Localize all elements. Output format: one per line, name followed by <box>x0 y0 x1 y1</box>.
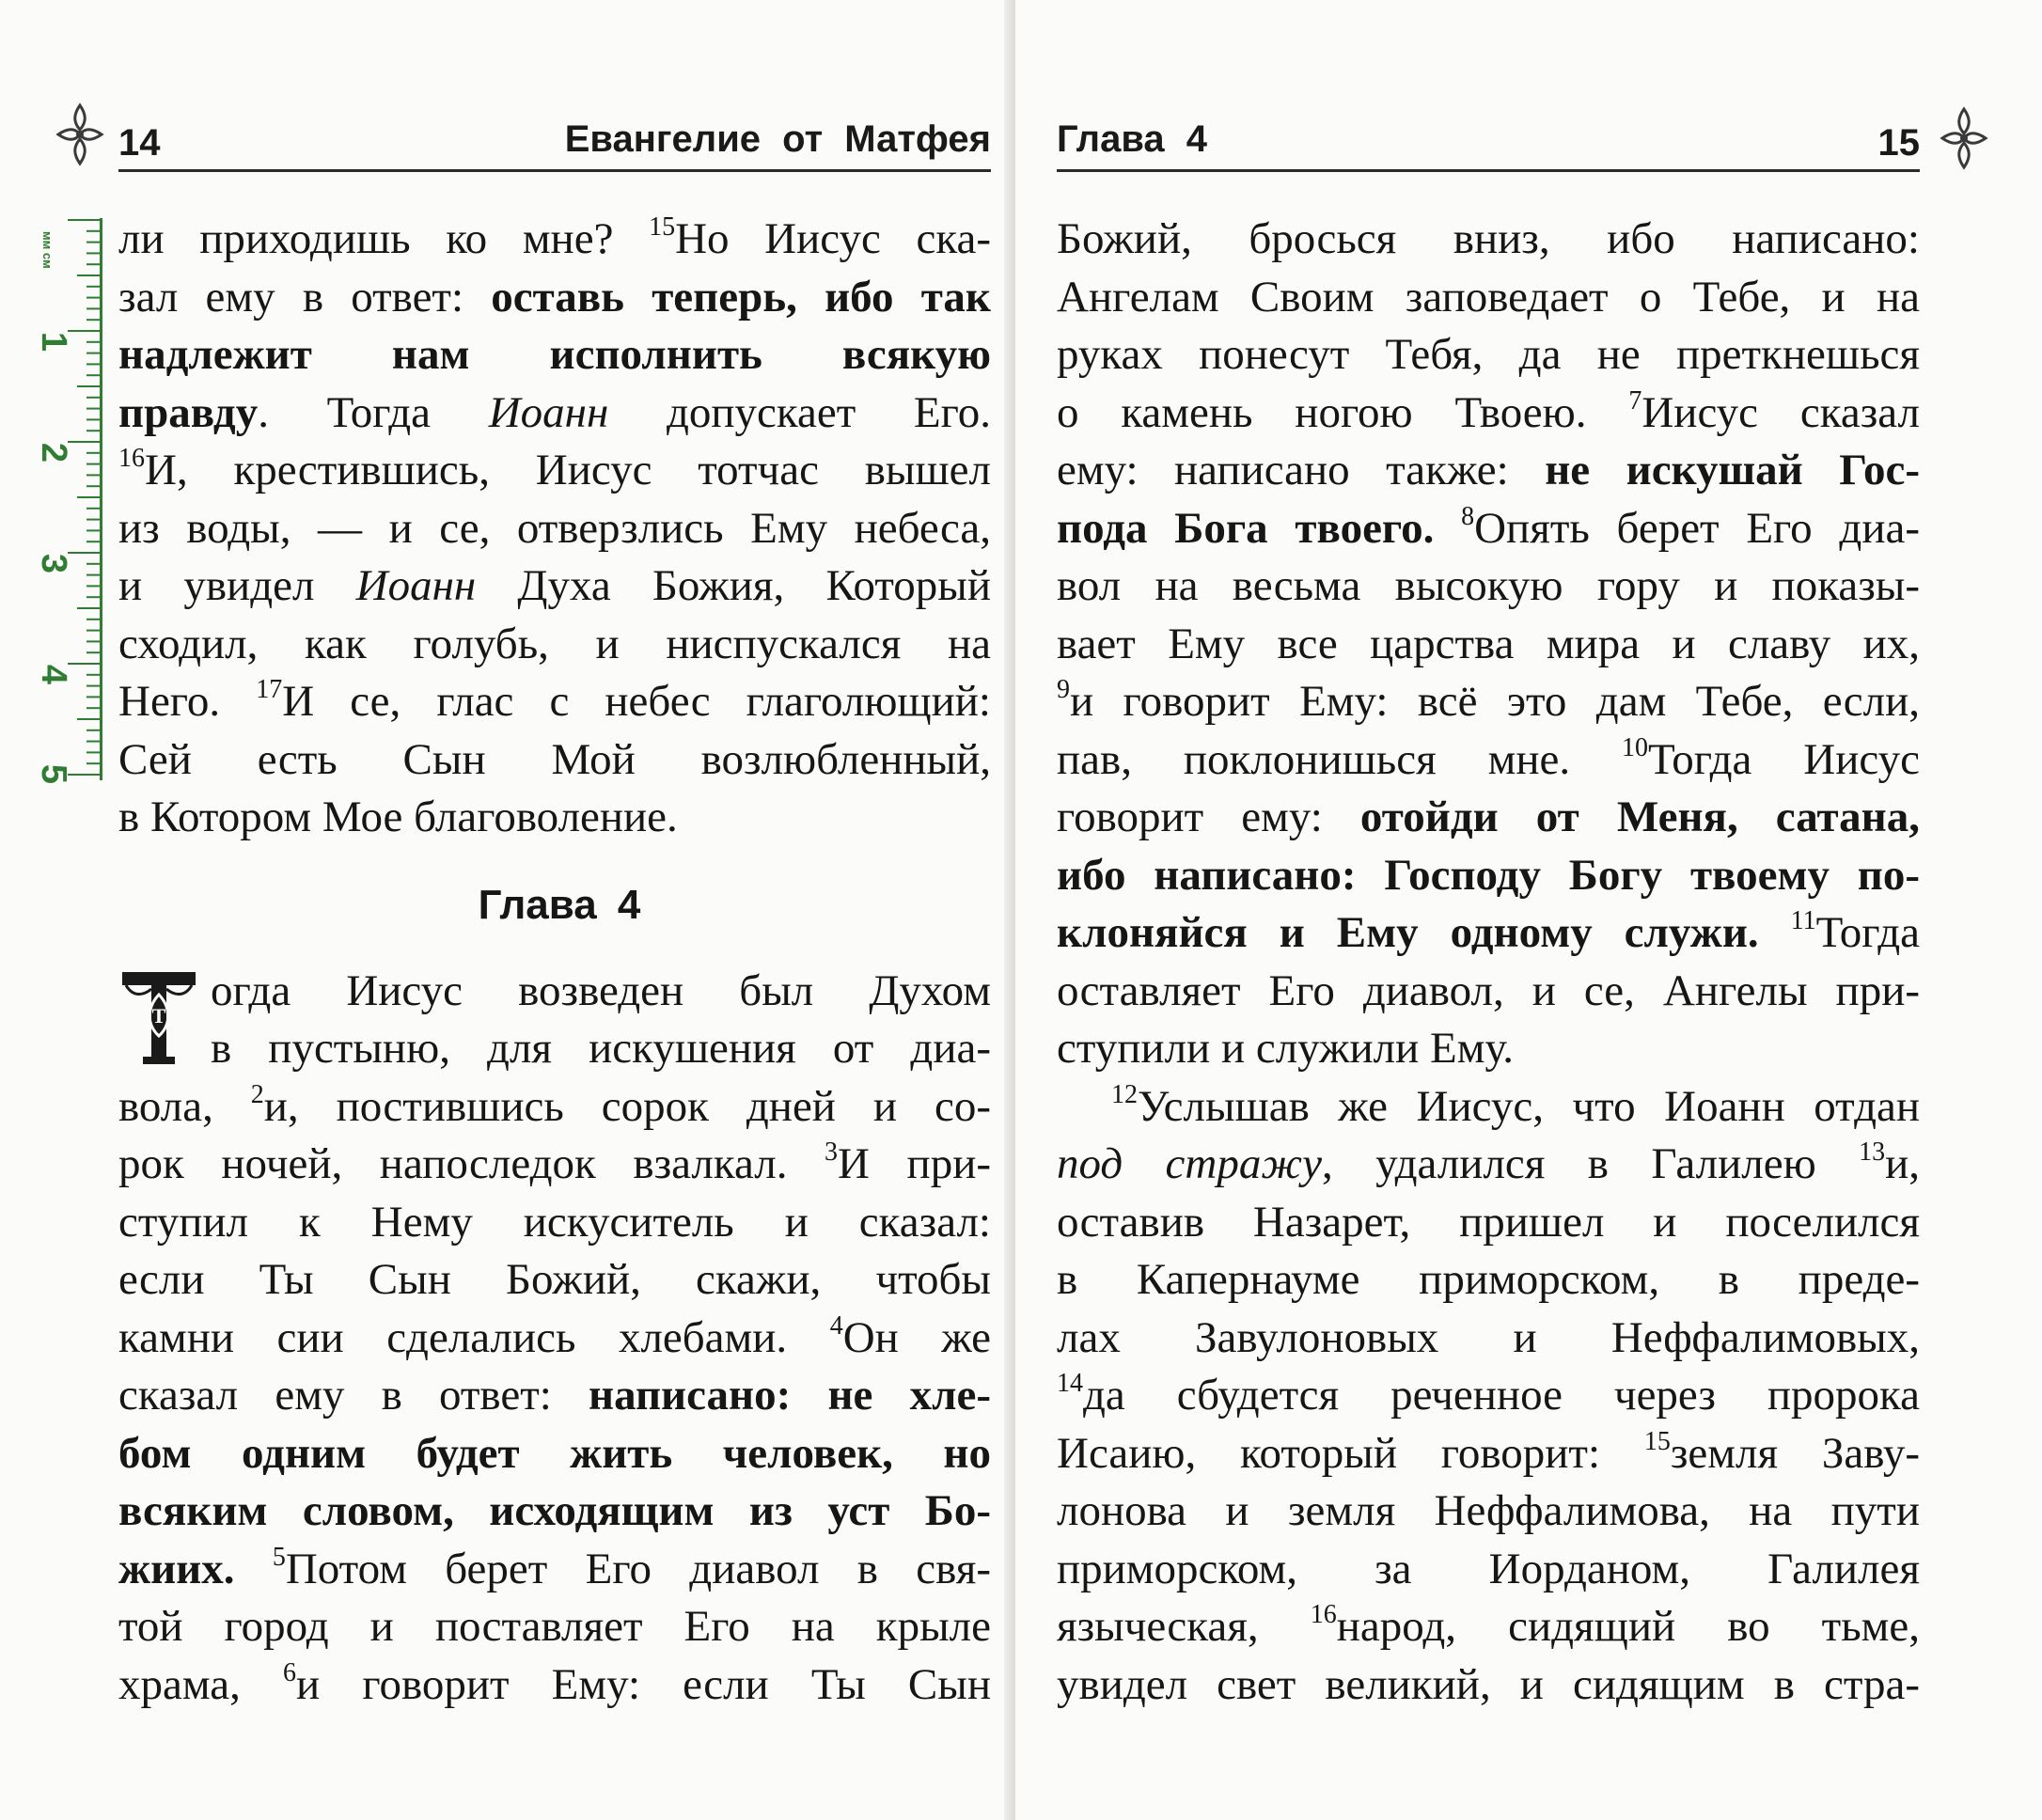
text-line: пав, поклонишься мне. $^{10}$Тогда Иисус <box>1057 732 1920 784</box>
right-page <box>1015 0 2042 1820</box>
text-line: Божий, бросься вниз, ибо написано: <box>1057 214 1920 263</box>
running-title: Глава 4 <box>1057 118 1208 160</box>
text-line: ступил к Нему искуситель и сказал: <box>118 1197 991 1247</box>
ruler-unit-mm: мм <box>40 231 55 250</box>
text-line: правду. Тогда Иоанн допускает Его. <box>118 387 991 437</box>
text-line: пода Бога твоего. $^8$Опять берет Его диа- <box>1057 501 1920 553</box>
text-line: $^9$и говорит Ему: всё это дам Тебе, если, <box>1057 675 1920 726</box>
text-line: $^{16}$И, крестившись, Иисус тотчас вышел <box>118 444 991 494</box>
ruler-mark-4: 4 <box>34 664 74 685</box>
text-line: Ангелам Своим заповедает о Тебе, и на <box>1057 272 1920 322</box>
text-line: лонова и земля Неффалимова, на пути <box>1057 1486 1920 1535</box>
text-line: бом одним будет жить человек, но <box>118 1428 991 1478</box>
right-header <box>1057 113 1920 172</box>
text-line: о камень ногою Твоею. $^7$Иисус сказал <box>1057 385 1920 437</box>
text-line: вол на весьма высокую гору и показы- <box>1057 561 1920 610</box>
text-line: рок ночей, напоследок взалкал. $^3$И при- <box>118 1138 991 1188</box>
dropcap-letter: Т <box>151 1003 166 1028</box>
left-page <box>0 0 1015 1820</box>
ruler-mark-3: 3 <box>34 553 74 574</box>
text-line: оставляет Его диавол, и се, Ангелы при- <box>1057 965 1920 1015</box>
left-text-body <box>118 211 991 1714</box>
text-line: Исаию, который говорит: $^{15}$земля Заву- <box>1057 1426 1920 1478</box>
text-line: и увидел Иоанн Духа Божия, Который <box>118 561 991 610</box>
text-line: ему: написано также: не искушай Гос- <box>1057 446 1920 494</box>
right-text-body <box>1057 211 1920 1714</box>
text-line: всяким словом, исходящим из уст Бо- <box>118 1486 991 1535</box>
dropcap-initial <box>118 966 199 1072</box>
chapter-heading: Глава 4 <box>478 881 641 928</box>
text-line: ибо написано: Господу Богу твоему по- <box>1057 850 1920 900</box>
text-line: в пустыню, для искушения от диа- <box>211 1024 991 1073</box>
text-line: надлежит нам исполнить всякую <box>118 330 991 379</box>
page-number: 15 <box>1877 122 1920 164</box>
text-line: клоняйся и Ему одному служи. $^{11}$Тогда <box>1057 906 1920 957</box>
left-header <box>118 113 991 172</box>
text-line: Него. $^{17}$И се, глас с небес глаголющий: <box>118 675 991 726</box>
ruler-mark-5: 5 <box>34 763 74 785</box>
text-line: той город и поставляет Его на крыле <box>118 1602 991 1651</box>
ruler <box>34 218 107 785</box>
fleur-ornament-icon <box>1939 105 1989 171</box>
text-line: $^{12}$Услышав же Иисус, что Иоанн отдан <box>1111 1079 1920 1131</box>
text-line: камни сии сделались хлебами. $^4$Он же <box>118 1310 991 1362</box>
text-line: под стражу, удалился в Галилею $^{13}$и, <box>1057 1138 1920 1188</box>
text-line: ли приходишь ко мне? $^{15}$Но Иисус ска- <box>118 212 991 263</box>
text-line: в Капернауме приморском, в преде- <box>1057 1255 1920 1304</box>
text-line: $^{14}$да сбудется реченное через пророка <box>1057 1369 1920 1420</box>
text-line: огда Иисус возведен был Духом <box>211 965 991 1015</box>
text-line: жиих. $^5$Потом берет Его диавол в свя- <box>118 1542 991 1593</box>
text-line: оставив Назарет, пришел и поселился <box>1057 1197 1920 1247</box>
ruler-mark-2: 2 <box>34 442 74 463</box>
text-line: языческая, $^{16}$народ, сидящий во тьме, <box>1057 1600 1920 1651</box>
text-line: лах Завулоновых и Неффалимовых, <box>1057 1312 1920 1362</box>
text-line: зал ему в ответ: оставь теперь, ибо так <box>118 272 991 322</box>
page-number: 14 <box>118 122 161 164</box>
text-line: в Котором Мое благоволение. <box>118 792 678 841</box>
running-title: Евангелие от Матфея <box>564 118 991 160</box>
text-line: ступили и служили Ему. <box>1057 1024 1515 1073</box>
text-line: сказал ему в ответ: написано: не хле- <box>118 1371 991 1420</box>
text-line: если Ты Сын Божий, скажи, чтобы <box>118 1255 991 1304</box>
text-line: руках понесут Тебя, да не преткнешься <box>1057 330 1920 379</box>
text-line: сходил, как голубь, и ниспускался на <box>118 619 991 668</box>
text-line: Сей есть Сын Мой возлюбленный, <box>118 734 991 784</box>
text-line: увидел свет великий, и сидящим в стра- <box>1057 1659 1920 1709</box>
text-line: говорит ему: отойди от Меня, сатана, <box>1057 792 1920 841</box>
text-line: вает Ему все царства мира и славу их, <box>1057 619 1920 668</box>
ruler-unit-cm: см <box>40 252 55 269</box>
text-line: вола, $^2$и, постившись сорок дней и со- <box>118 1079 991 1131</box>
text-line: храма, $^6$и говорит Ему: если Ты Сын <box>118 1657 991 1709</box>
ruler-mark-1: 1 <box>34 331 74 353</box>
text-line: приморском, за Иорданом, Галилея <box>1057 1544 1920 1593</box>
fleur-ornament-icon <box>55 102 105 167</box>
text-line: из воды, — и се, отверзлись Ему небеса, <box>118 503 991 553</box>
